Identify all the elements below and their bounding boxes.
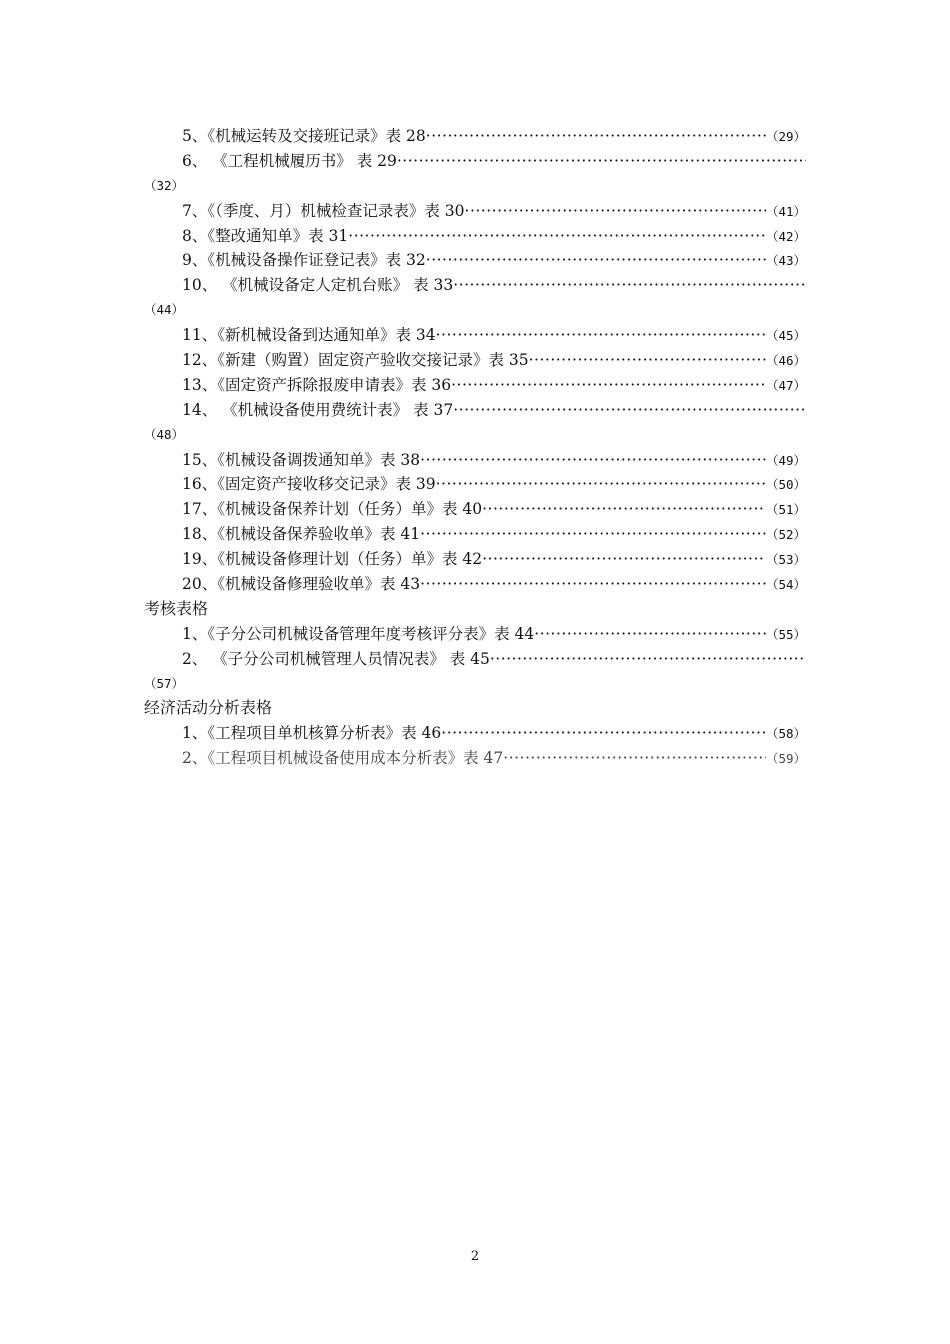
toc-entry-18[interactable] xyxy=(144,522,806,547)
toc-entry-title: 2、 《子分公司机械管理人员情况表》 表 45 xyxy=(182,649,490,668)
toc-entry-11[interactable] xyxy=(144,323,806,348)
toc-entry-10[interactable] xyxy=(144,273,806,298)
toc-entry-15[interactable] xyxy=(144,448,806,473)
toc-entry-title: 8、《整改通知单》表 31 xyxy=(182,226,349,245)
toc-entry-title: 9、《机械设备操作证登记表》表 32 xyxy=(182,251,426,270)
toc-entry-title: 7、《（季度、月）机械检查记录表》表 30 xyxy=(182,201,465,220)
toc-entry-title: 13、《固定资产拆除报废申请表》表 36 xyxy=(182,375,452,394)
toc-entry-title: 1、《子分公司机械设备管理年度考核评分表》表 44 xyxy=(182,624,535,643)
toc-entry-title: 2、《工程项目机械设备使用成本分析表》表 47 xyxy=(182,749,504,768)
toc-entry-title: 10、 《机械设备定人定机台账》 表 33 xyxy=(182,276,454,295)
toc-entry-page: （42） xyxy=(765,228,806,244)
toc-leader-dots xyxy=(529,348,766,373)
toc-entry-page: （54） xyxy=(765,577,806,593)
toc-entry-title: 1、《工程项目单机核算分析表》表 46 xyxy=(182,724,442,743)
toc-entry-14[interactable] xyxy=(144,398,806,423)
toc-entry-page: （58） xyxy=(765,726,806,742)
toc-entry-6[interactable] xyxy=(144,149,806,174)
toc-entry-12[interactable] xyxy=(144,348,806,373)
toc-entry-6-page: （32） xyxy=(144,177,185,193)
toc-entry-page: （41） xyxy=(765,203,806,219)
toc-entry-7[interactable] xyxy=(144,199,806,224)
toc-leader-dots xyxy=(482,547,766,572)
toc-leader-dots xyxy=(420,448,766,473)
toc-entry-13[interactable] xyxy=(144,373,806,398)
toc-entry-title: 15、《机械设备调拨通知单》表 38 xyxy=(182,450,421,469)
toc-entry-19[interactable] xyxy=(144,547,806,572)
toc-entry-page: （49） xyxy=(765,452,806,468)
toc-entry-page: （52） xyxy=(765,527,806,543)
toc-entry-title: 12、《新建（购置）固定资产验收交接记录》表 35 xyxy=(182,351,529,370)
toc-leader-dots xyxy=(465,199,766,224)
toc-leader-dots xyxy=(420,522,766,547)
toc-entry-jingji-1[interactable] xyxy=(144,721,806,746)
toc-leader-dots xyxy=(453,398,806,423)
toc-entry-5[interactable] xyxy=(144,124,806,149)
page-number: 2 xyxy=(470,1249,480,1264)
toc-entry-page: （50） xyxy=(765,477,806,493)
toc-entry-page: （55） xyxy=(765,626,806,642)
toc-leader-dots xyxy=(441,721,766,746)
toc-entry-14-page: （48） xyxy=(144,426,185,442)
toc-entry-title: 6、 《工程机械履历书》 表 29 xyxy=(182,151,397,170)
toc-leader-dots xyxy=(436,472,766,497)
toc-entry-page: （53） xyxy=(765,552,806,568)
toc-entry-page: （46） xyxy=(765,353,806,369)
toc-leader-dots xyxy=(451,373,766,398)
toc-entry-20[interactable] xyxy=(144,572,806,597)
toc-entry-title: 20、《机械设备修理验收单》表 43 xyxy=(182,575,421,594)
toc-leader-dots xyxy=(436,323,766,348)
toc-entry-title: 18、《机械设备保养验收单》表 41 xyxy=(182,525,421,544)
toc-entry-title: 5、《机械运转及交接班记录》表 28 xyxy=(182,127,426,145)
toc-entry-kaohe-1[interactable] xyxy=(144,622,806,647)
toc-entry-jingji-2[interactable] xyxy=(144,746,806,771)
toc-entry-9[interactable] xyxy=(144,248,806,273)
toc-entry-kaohe-2-page: （57） xyxy=(144,675,185,691)
toc-leader-dots xyxy=(453,273,806,298)
toc-entry-8[interactable] xyxy=(144,224,806,249)
toc-leader-dots xyxy=(397,149,806,174)
toc-leader-dots xyxy=(534,622,766,647)
toc-entry-page: （43） xyxy=(765,253,806,269)
toc-leader-dots xyxy=(426,248,766,273)
toc-entry-17[interactable] xyxy=(144,497,806,522)
toc-entry-page: （47） xyxy=(765,377,806,393)
toc-leader-dots xyxy=(426,124,766,149)
toc-leader-dots xyxy=(348,224,766,249)
toc-entry-page: （51） xyxy=(765,502,806,518)
toc-entry-kaohe-2[interactable] xyxy=(144,647,806,672)
toc-entry-title: 11、《新机械设备到达通知单》表 34 xyxy=(182,326,436,345)
toc-leader-dots xyxy=(490,647,806,672)
toc-entry-title: 17、《机械设备保养计划（任务）单》表 40 xyxy=(182,500,483,519)
toc-entry-16[interactable] xyxy=(144,472,806,497)
toc-entry-page: （29） xyxy=(765,129,806,144)
toc-entry-page: （59） xyxy=(765,751,806,767)
toc-section-heading-kaohe: 考核表格 xyxy=(144,598,209,618)
toc-entry-page: （45） xyxy=(765,328,806,344)
toc-leader-dots xyxy=(482,497,766,522)
toc-entry-title: 14、 《机械设备使用费统计表》 表 37 xyxy=(182,400,454,419)
toc-leader-dots xyxy=(503,746,766,771)
table-of-contents xyxy=(144,124,806,771)
toc-leader-dots xyxy=(420,572,766,597)
toc-entry-title: 19、《机械设备修理计划（任务）单》表 42 xyxy=(182,550,483,569)
toc-section-heading-jingji: 经济活动分析表格 xyxy=(144,698,273,718)
toc-entry-title: 16、《固定资产接收移交记录》表 39 xyxy=(182,475,436,494)
toc-entry-10-page: （44） xyxy=(144,302,185,318)
